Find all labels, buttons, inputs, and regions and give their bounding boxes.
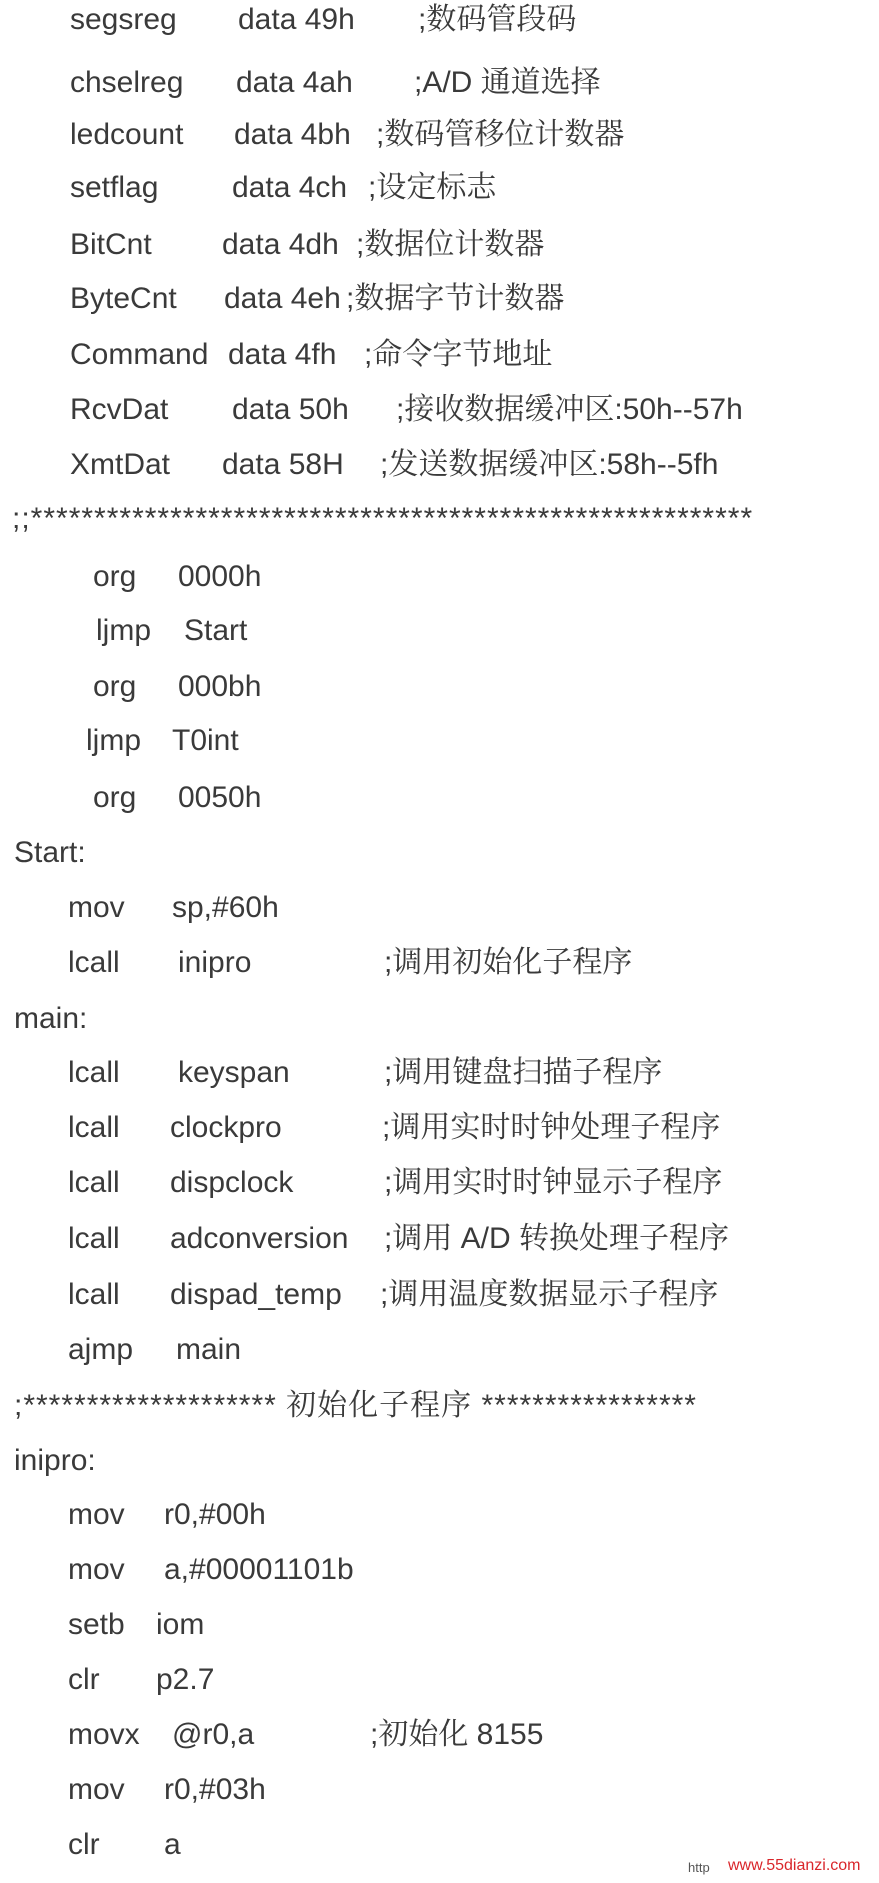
code-arg: 0050h [178, 781, 262, 814]
def-name: setflag [70, 171, 159, 204]
def-addr: data 4ah [236, 66, 353, 99]
def-addr: data 50h [232, 393, 349, 426]
section-separator: ;******************** 初始化子程序 ***************** [14, 1389, 697, 1422]
code-comment: ;调用实时时钟显示子程序 [384, 1166, 723, 1199]
code-op: mov [68, 1553, 125, 1586]
def-comment: ;接收数据缓冲区:50h--57h [396, 393, 743, 426]
def-comment: ;数据字节计数器 [346, 282, 565, 315]
label-inipro: inipro: [14, 1444, 96, 1477]
code-op: lcall [68, 1111, 120, 1144]
code-arg: adconversion [170, 1222, 349, 1255]
code-op: org [93, 670, 137, 703]
def-addr: data 4bh [234, 118, 351, 151]
def-comment: ;数码管移位计数器 [376, 118, 625, 151]
code-arg: 0000h [178, 560, 262, 593]
def-name: ByteCnt [70, 282, 177, 315]
def-comment: ;发送数据缓冲区:58h--5fh [380, 448, 719, 481]
code-comment: ;调用 A/D 转换处理子程序 [384, 1222, 730, 1255]
code-op: clr [68, 1828, 100, 1861]
code-comment: ;调用键盘扫描子程序 [384, 1056, 663, 1089]
def-name: Command [70, 338, 209, 371]
def-comment: ;设定标志 [368, 171, 497, 204]
code-comment: ;调用温度数据显示子程序 [380, 1278, 719, 1311]
def-name: RcvDat [70, 393, 169, 426]
code-arg: r0,#00h [164, 1498, 266, 1531]
code-arg: dispclock [170, 1166, 294, 1199]
code-op: ajmp [68, 1333, 134, 1366]
code-op: ljmp [96, 614, 152, 647]
def-addr: data 4eh [224, 282, 341, 315]
code-op: ljmp [86, 724, 142, 757]
def-name: XmtDat [70, 448, 171, 481]
code-op: lcall [68, 1222, 120, 1255]
code-arg: main [176, 1333, 242, 1366]
code-op: org [93, 781, 137, 814]
def-name: segsreg [70, 3, 177, 36]
code-op: movx [68, 1718, 140, 1751]
code-arg: r0,#03h [164, 1773, 266, 1806]
code-op: mov [68, 1773, 125, 1806]
code-arg: p2.7 [156, 1663, 215, 1696]
def-comment: ;数码管段码 [418, 3, 577, 36]
code-arg: a [164, 1828, 181, 1861]
def-name: chselreg [70, 66, 184, 99]
watermark-link[interactable]: www.55dianzi.com [728, 1857, 861, 1874]
code-arg: iom [156, 1608, 205, 1641]
code-arg: dispad_temp [170, 1278, 342, 1311]
code-comment: ;初始化 8155 [370, 1718, 544, 1751]
separator-line: ;;********************************************************* [12, 502, 754, 535]
watermark-prefix: http [688, 1860, 710, 1875]
code-op: mov [68, 1498, 125, 1531]
code-arg: Start [184, 614, 248, 647]
code-comment: ;调用初始化子程序 [384, 946, 633, 979]
code-arg: 000bh [178, 670, 262, 703]
code-op: lcall [68, 1278, 120, 1311]
label-start: Start: [14, 836, 86, 869]
code-op: mov [68, 891, 125, 924]
def-name: ledcount [70, 118, 184, 151]
def-comment: ;数据位计数器 [356, 228, 545, 261]
def-addr: data 49h [238, 3, 355, 36]
code-arg: @r0,a [172, 1718, 255, 1751]
code-op: org [93, 560, 137, 593]
def-name: BitCnt [70, 228, 152, 261]
code-arg: sp,#60h [172, 891, 279, 924]
code-comment: ;调用实时时钟处理子程序 [382, 1111, 721, 1144]
code-op: lcall [68, 946, 120, 979]
code-op: clr [68, 1663, 100, 1696]
def-addr: data 4dh [222, 228, 339, 261]
def-comment: ;A/D 通道选择 [414, 66, 601, 99]
label-main: main: [14, 1002, 88, 1035]
def-addr: data 4fh [228, 338, 337, 371]
def-addr: data 4ch [232, 171, 348, 204]
code-arg: T0int [172, 724, 239, 757]
code-op: lcall [68, 1166, 120, 1199]
def-comment: ;命令字节地址 [364, 338, 553, 371]
code-arg: keyspan [178, 1056, 290, 1089]
code-arg: inipro [178, 946, 252, 979]
code-op: setb [68, 1608, 125, 1641]
code-op: lcall [68, 1056, 120, 1089]
code-arg: a,#00001101b [164, 1553, 354, 1586]
code-arg: clockpro [170, 1111, 282, 1144]
def-addr: data 58H [222, 448, 344, 481]
